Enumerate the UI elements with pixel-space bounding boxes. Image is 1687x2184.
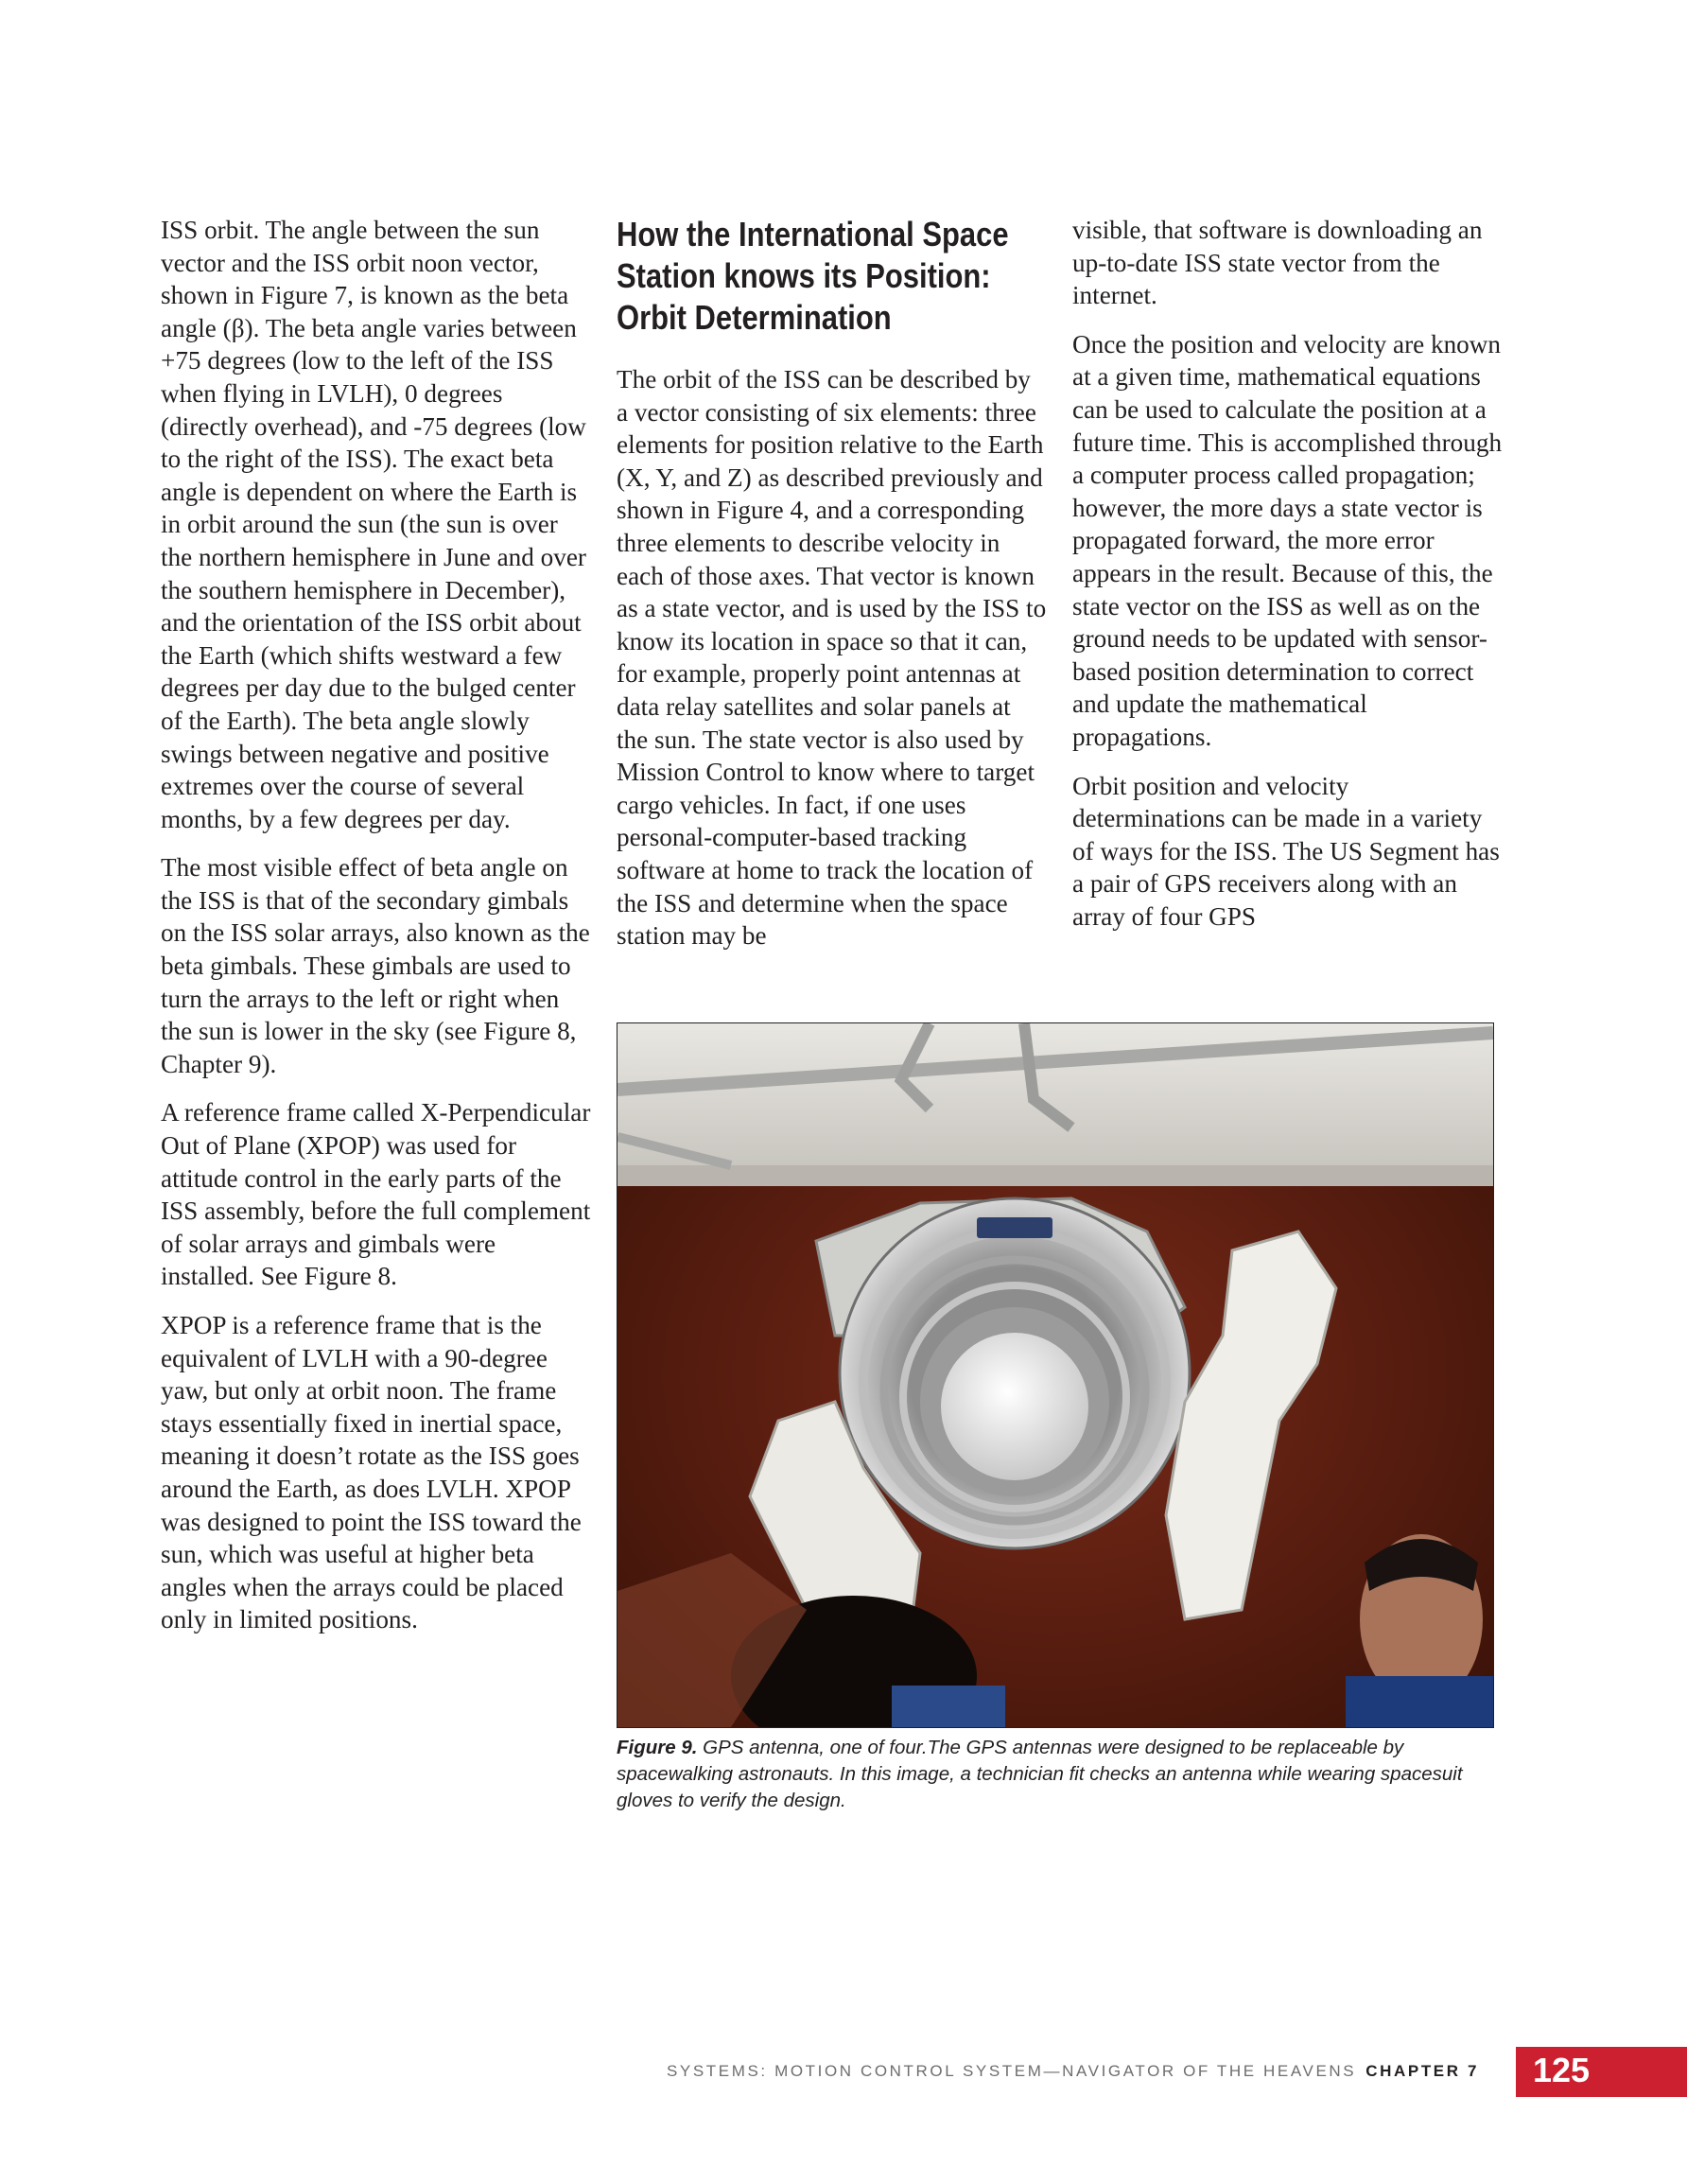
page-number: 125 [1533, 2051, 1591, 2089]
paragraph: The orbit of the ISS can be described by a vector consisting of six elements: three elements for position relative to the Earth (X, Y, and Z) as described previously and shown in Figure 4, and a corresponding three elements to describe velocity in each of those axes. That vector is known as a state vector, and is used by the ISS to know its location in space so that it can, for example, properly point antennas at data relay satellites and solar panels at the sun. The state vector is also used by Mission Control to know where to target cargo vehicles. In fact, if one uses personal-computer-based tracking software at home to track the location of the ISS and determine when the space station may be [617, 365, 1047, 951]
figure-caption [617, 1735, 1496, 1814]
section-heading: How the International Space Station knows its Position: Orbit Determination [617, 215, 1009, 337]
text-column-2 [617, 214, 1047, 969]
chapter-label: CHAPTER 7 [1365, 2062, 1479, 2080]
figure-label: Figure 9. [617, 1737, 698, 1758]
page-number-box [1516, 2047, 1687, 2097]
paragraph: Once the position and velocity are known at a given time, mathematical equations can be used to calculate the position at a future time. This is accomplished through a computer process called propagation; however, the more days a state vector is propagated forward, the more error appears in the result. Because of this, the state vector on the ISS as well as on the ground needs to be updated with sensor-based position determination to correct and update the mathematical propagations. [1072, 329, 1503, 751]
page-footer [667, 2062, 1479, 2081]
paragraph: ISS orbit. The angle between the sun vector and the ISS orbit noon vector, shown in Figure 7, is known as the beta angle (β). The beta angle varies between +75 degrees (low to the left of the ISS when flying in LVLH), 0 degrees (directly overhead), and -75 degrees (low to the right of the ISS). The exact beta angle is dependent on where the Earth is in orbit around the sun (the sun is over the northern hemisphere in June and over the southern hemisphere in December), and the orientation of the ISS orbit about the Earth (which shifts westward a few degrees per day due to the bulged center of the Earth). The beta angle slowly swings between negative and positive extremes over the course of several months, by a few degrees per day. [161, 216, 586, 833]
gps-antenna-photo [617, 1022, 1494, 1728]
paragraph: XPOP is a reference frame that is the equivalent of LVLH with a 90-degree yaw, but only at orbit noon. The frame stays essentially fixed in inertial space, meaning it doesn’t rotate as the ISS goes around the Earth, as does LVLH. XPOP was designed to point the ISS toward the sun, which was useful at higher beta angles when the arrays could be placed only in limited positions. [161, 1311, 582, 1634]
paragraph: The most visible effect of beta angle on the ISS is that of the secondary gimbals on the ISS solar arrays, also known as the beta gimbals. These gimbals are used to turn the arrays to the left or right when the sun is lower in the sky (see Figure 8, Chapter 9). [161, 853, 590, 1078]
paragraph: Orbit position and velocity determinations can be made in a variety of ways for the ISS. The US Segment has a pair of GPS receivers along with an array of four GPS [1072, 771, 1500, 931]
running-title: SYSTEMS: MOTION CONTROL SYSTEM—NAVIGATOR OF THE HEAVENS [666, 2062, 1357, 2080]
paragraph: A reference frame called X-Perpendicular Out of Plane (XPOP) was used for attitude control in the early parts of the ISS assembly, before the full complement of solar arrays and gimbals were installed. See Figure 8. [161, 1098, 591, 1291]
paragraph: visible, that software is downloading an up-to-date ISS state vector from the internet. [1072, 216, 1483, 310]
text-column-1 [161, 214, 591, 1652]
figure-caption-text: GPS antenna, one of four.The GPS antennas were designed to be replaceable by spacewalking astronauts. In this image, a technician fit checks an antenna while wearing spacesuit gloves to verify the design. [617, 1737, 1463, 1811]
text-column-3 [1072, 214, 1507, 949]
